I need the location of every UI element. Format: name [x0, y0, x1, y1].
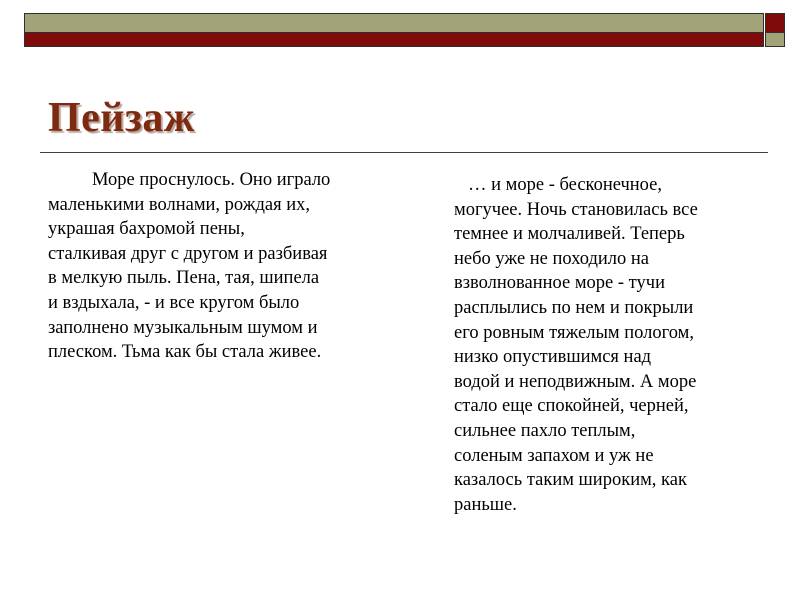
header-bar-maroon [24, 33, 764, 47]
text-line: могучее. Ночь становилась все [454, 199, 698, 220]
header-bar-olive [24, 13, 764, 33]
text-line: … и море - бесконечное, [468, 175, 662, 195]
text-line: водой и неподвижным. А море [454, 371, 697, 392]
slide-title: Пейзаж [48, 95, 195, 141]
text-line: плеском. Тьма как бы стала живее. [48, 342, 322, 363]
text-line: небо уже не походило на [454, 248, 649, 269]
text-line: низко опустившимся над [454, 347, 652, 368]
text-line: соленым запахом и уж не [454, 445, 654, 466]
text-line: его ровным тяжелым пологом, [454, 322, 694, 343]
text-line: раньше. [454, 494, 517, 515]
text-line: взволнованное море - тучи [454, 273, 665, 294]
text-line: расплылись по нем и покрыли [454, 297, 694, 318]
text-line: сильнее пахло теплым, [454, 420, 636, 441]
text-line: заполнено музыкальным шумом и [48, 317, 318, 338]
text-line: и вздыхала, - и все кругом было [48, 292, 300, 313]
text-line: сталкивая друг с другом и разбивая [48, 243, 328, 264]
title-divider [40, 152, 768, 153]
text-line: украшая бахромой пены, [48, 219, 245, 240]
text-line: казалось таким широким, как [454, 470, 687, 491]
text-line: маленькими волнами, рождая их, [48, 194, 311, 215]
text-line: Море проснулось. Оно играло [92, 170, 331, 190]
right-text-column [454, 173, 774, 517]
corner-square-olive [765, 33, 785, 47]
text-line: темнее и молчаливей. Теперь [454, 224, 685, 245]
left-text-column [48, 168, 398, 365]
corner-square-maroon [765, 13, 785, 33]
text-line: стало еще спокойней, черней, [454, 396, 689, 417]
text-line: в мелкую пыль. Пена, тая, шипела [48, 268, 320, 289]
